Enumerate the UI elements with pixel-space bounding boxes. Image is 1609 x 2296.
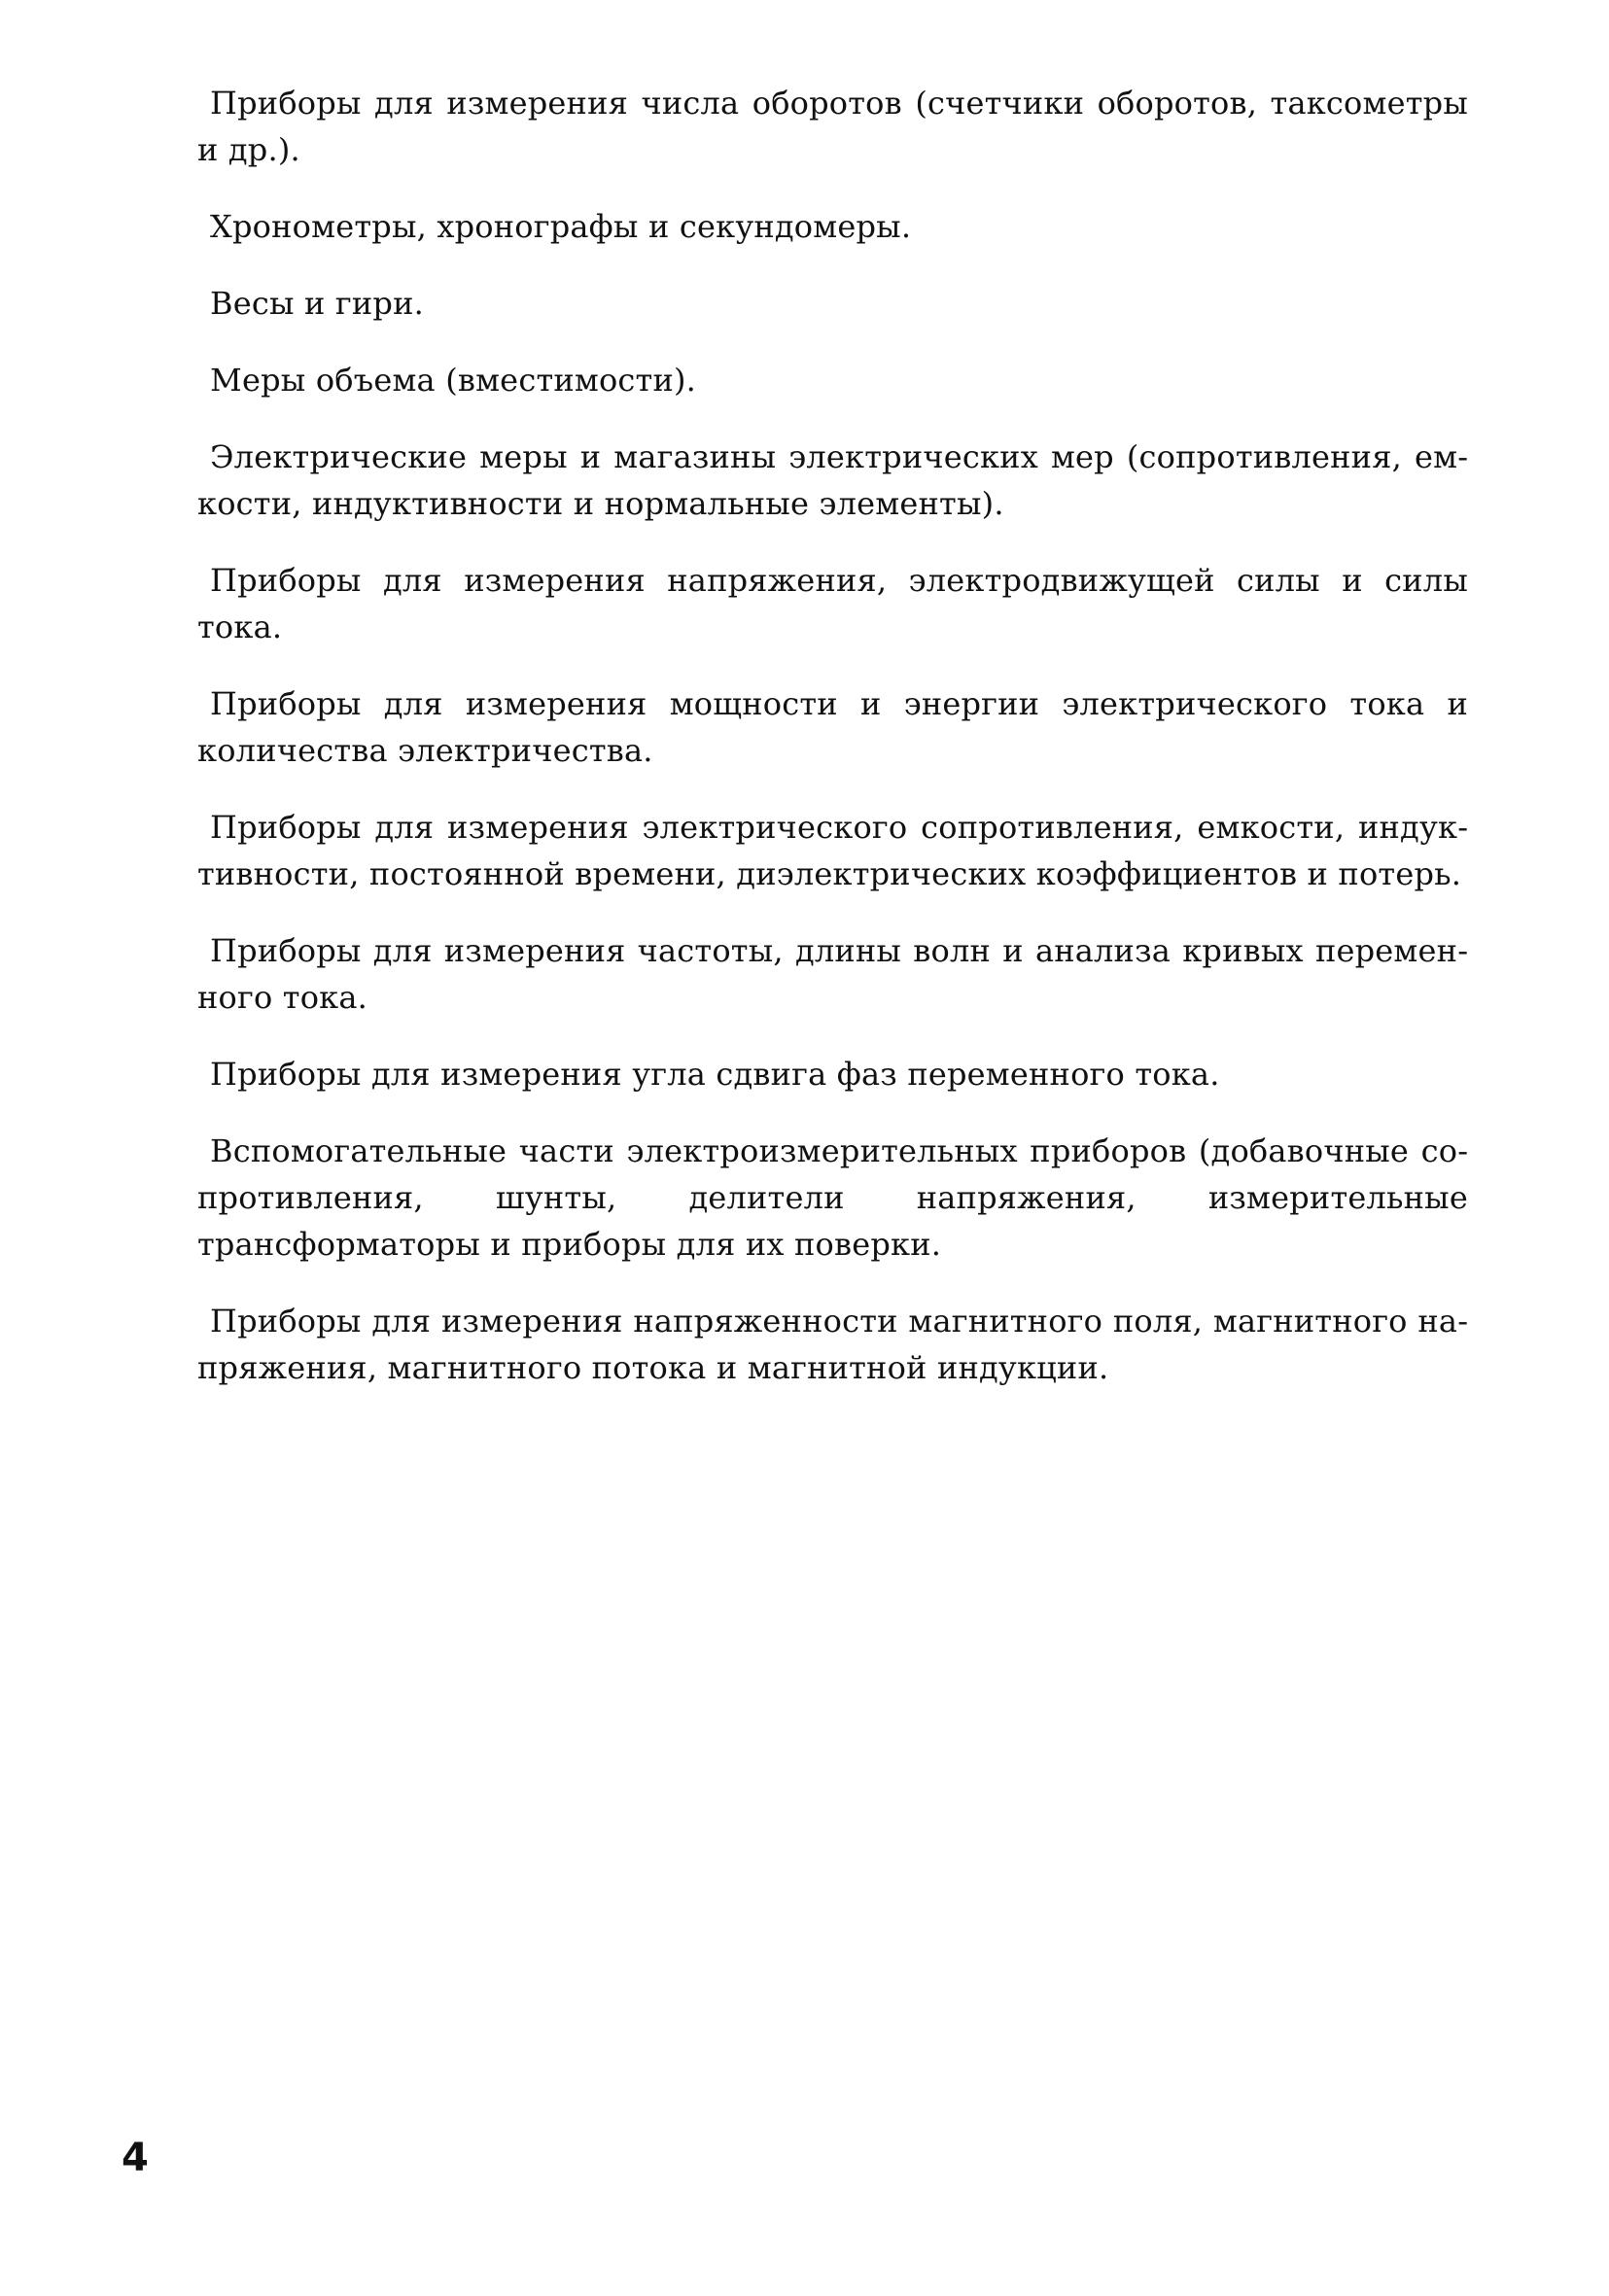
paragraph-magnetic-field: Приборы для измерения напряженности магнитного поля, магнитного напряжения, магнитного потока и магнитной индукции. (197, 1303, 1468, 1386)
paragraph-frequency-wavelength: Приборы для измерения частоты, длины волн и анализа кривых переменного тока. (197, 932, 1468, 1016)
paragraph-resistance-capacitance: Приборы для измерения электрического сопротивления, емкости, индуктивности, постоянной времени, диэлектрических коэффициентов и потерь. (197, 809, 1468, 892)
paragraph-rpm-instruments: Приборы для измерения числа оборотов (счетчики оборотов, таксометры и др.). (197, 85, 1468, 168)
page-number: 4 (122, 2136, 149, 2180)
body-text (197, 80, 1468, 1421)
paragraph-voltage-current: Приборы для измерения напряжения, электродвижущей силы и силы тока. (197, 562, 1468, 645)
paragraph-electrical-measures: Электрические меры и магазины электрических мер (сопротивления, емкости, индуктивности и нормальные элементы). (197, 438, 1468, 522)
paragraph-volume-measures: Меры объема (вместимости). (210, 362, 697, 399)
paragraph-power-energy: Приборы для измерения мощности и энергии электрического тока и количества электричества. (197, 685, 1468, 769)
paragraph-auxiliary-parts: Вспомогательные части электроизмерительных приборов (добавочные сопротивления, шунты, делители напряжения, измерительные трансформаторы и приборы для их поверки. (197, 1132, 1468, 1263)
paragraph-phase-angle: Приборы для измерения угла сдвига фаз переменного тока. (210, 1056, 1220, 1093)
paragraph-scales-weights: Весы и гири. (210, 285, 424, 322)
paragraph-chronometers: Хронометры, хронографы и секундомеры. (210, 208, 912, 245)
